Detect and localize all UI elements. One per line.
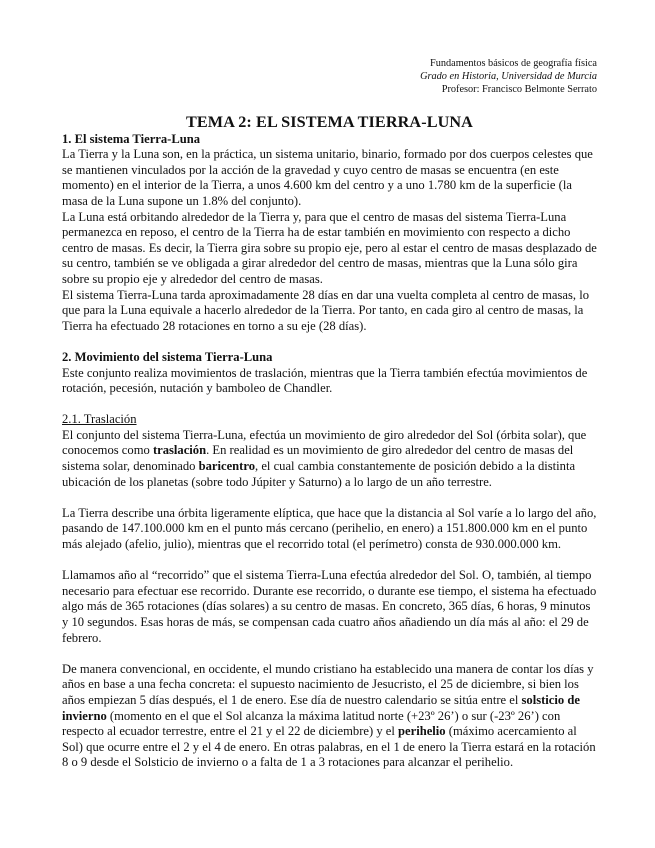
- section-2-1-heading: 2.1. Traslación: [62, 412, 137, 427]
- section-1-paragraph-2: La Luna está orbitando alrededor de la Tierra y, para que el centro de masas del sistema Tierra-Luna permanezca en reposo, el centro de la Tierra ha de estar también en movimiento con respecto a dicho centro de masas. Es decir, la Tierra gira sobre su propio eje, pero al estar el centro de masas desplazado de su centro, también se ve obligada a girar alrededor del centro de masas, mientras que la Luna sólo gira sobre su propio eje y alrededor del centro de masas.: [62, 209, 597, 286]
- term-solsticio-de-invierno: solsticio de invierno: [62, 692, 580, 723]
- term-perihelio: perihelio: [398, 724, 446, 739]
- text-run: , el cual cambia constantemente de posición debido a la distinta ubicación de los planetas (sobre todo Júpiter y Saturno) a lo largo de un año terrestre.: [62, 459, 576, 489]
- header-professor: Profesor: Francisco Belmonte Serrato: [441, 84, 597, 96]
- text-run: El conjunto del sistema Tierra-Luna, efectúa un movimiento de giro alrededor del Sol (órbita solar), que conocemos como: [62, 427, 587, 458]
- spacer: [62, 397, 597, 413]
- spacer: [62, 646, 597, 662]
- text-run: . En realidad es un movimiento de giro alrededor del centro de masas del sistema solar, denominado: [62, 443, 574, 474]
- spacer: [62, 490, 597, 506]
- section-2-1-paragraph-4: [62, 662, 597, 771]
- term-traslacion: traslación: [152, 443, 207, 458]
- section-2-heading: 2. Movimiento del sistema Tierra-Luna: [62, 349, 273, 364]
- header-degree: Grado en Historia, Universidad de Murcia: [420, 71, 597, 83]
- text-run: De manera convencional, en occidente, el mundo cristiano ha establecido una manera de contar los días y años en base a una fecha concreta: el supuesto nacimiento de Jesucristo, el 25 de diciembre, si bien los años empiezan 5 días después, el 1 de enero. Ese día de nuestro calendario se sitúa entre el: [62, 661, 594, 707]
- page-title: TEMA 2: EL SISTEMA TIERRA-LUNA: [186, 112, 473, 131]
- term-baricentro: baricentro: [198, 459, 256, 474]
- spacer: [62, 334, 597, 350]
- document-body: [62, 132, 597, 771]
- section-1-paragraph-3: El sistema Tierra-Luna tarda aproximadamente 28 días en dar una vuelta completa al centro de masas, lo que para la Luna equivale a hacerlo alrededor de la Tierra. Por tanto, en cada giro al centro de masas, la Tierra ha efectuado 28 rotaciones en torno a su eje (28 días).: [62, 287, 590, 333]
- section-1-paragraph-1: La Tierra y la Luna son, en la práctica, un sistema unitario, binario, formado por dos cuerpos celestes que se mantienen vinculados por la acción de la gravedad y cuyo centro de masas se encuentra (en este momento) en el interior de la Tierra, a unos 4.600 km del centro y a uno 1.780 km de la superficie (la masa de la Luna supone un 1.8% del conjunto).: [62, 147, 593, 208]
- spacer: [62, 553, 597, 569]
- section-2-1-paragraph-2: La Tierra describe una órbita ligeramente elíptica, que hace que la distancia al Sol varíe a lo largo del año, pasando de 147.100.000 km en el punto más cercano (perihelio, en enero) a 151.800.000 km en el punto más alejado (afelio, julio), mientras que el recorrido total (el perímetro) consta de 930.000.000 km.: [62, 505, 597, 552]
- section-2-1-paragraph-1: [62, 428, 597, 490]
- text-run: (máximo acercamiento al Sol) que ocurre entre el 2 y el 4 de enero. En otras palabras, en el 1 de enero la Tierra estará en la rotación 8 o 9 desde el Solsticio de invierno o a falta de 1 a 3 rotaciones para alcanzar el perihelio.: [62, 724, 596, 770]
- header-course: Fundamentos básicos de geografía física: [430, 58, 597, 69]
- page-header: [62, 57, 597, 97]
- section-1-heading: 1. El sistema Tierra-Luna: [62, 131, 201, 146]
- section-2-1-paragraph-3: Llamamos año al “recorrido” que el sistema Tierra-Luna efectúa alrededor del Sol. O, también, al tiempo necesario para efectuar ese recorrido. Durante ese recorrido, o durante ese tiempo, el sistema ha efectuado algo más de 365 rotaciones (días solares) a su centro de masas. En concreto, 365 días, 6 horas, 9 minutos y 10 segundos. Esas horas de más, se compensan cada cuatro años añadiendo un día más al año: el 29 de febrero.: [62, 568, 597, 645]
- text-run: (momento en el que el Sol alcanza la máxima latitud norte (+23º 26’) o sur (-23º 26’) con respecto al ecuador terrestre, entre el 21 y el 22 de diciembre) y el: [62, 708, 561, 739]
- section-2-paragraph-1: Este conjunto realiza movimientos de traslación, mientras que la Tierra también efectúa movimientos de rotación, pecesión, nutación y bamboleo de Chandler.: [62, 365, 588, 396]
